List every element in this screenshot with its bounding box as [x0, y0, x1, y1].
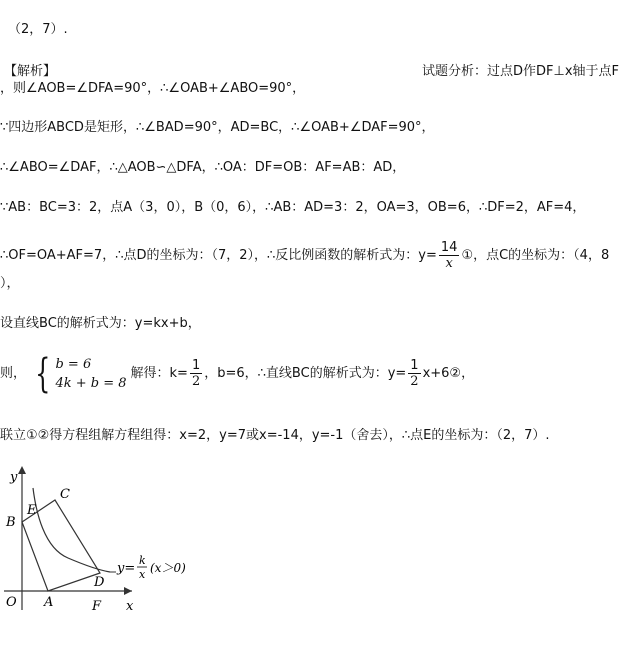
x-axis-label: x	[126, 599, 134, 614]
point-d-label: D	[94, 575, 105, 590]
point-c-label: C	[60, 487, 70, 502]
analysis-line-8	[0, 352, 474, 396]
y-axis-arrow	[18, 466, 26, 474]
slope-fraction	[408, 358, 420, 389]
analysis-intro: 试题分析：过点D作DF⊥x轴于点F	[422, 64, 619, 79]
geometry-figure	[0, 460, 230, 620]
curve-label-y: y=	[117, 561, 136, 576]
k-fraction-num: 1	[191, 358, 201, 373]
analysis-line-6: ），	[0, 276, 20, 291]
analysis-tag: 【解析】	[4, 64, 57, 79]
fraction-numerator: 14	[440, 240, 458, 255]
x-axis-arrow	[124, 587, 132, 595]
analysis-line-7: 设直线BC的解析式为：y=kx+b，	[0, 316, 201, 331]
inverse-function-fraction	[439, 240, 460, 271]
analysis-line-4: ∵AB：BC=3：2，点A（3，0），B（0，6），∴AB：AD=3：2，OA=3，OB=6，∴DF=2，AF=4，	[0, 200, 586, 215]
curve-label-domain: (x＞0)	[150, 561, 186, 575]
line8-text-c: ，b=6，∴直线BC的解析式为：y=	[204, 366, 407, 381]
system-eq-2: 4k + b = 8	[55, 375, 127, 391]
point-a-label: A	[44, 595, 54, 610]
line8-text-d: x+6②，	[422, 366, 475, 381]
brace-glyph: {	[35, 350, 51, 397]
point-e-label: E	[27, 503, 37, 518]
analysis-line-1: ，则∠AOB=∠DFA=90°，∴∠OAB+∠ABO=90°，	[0, 81, 306, 96]
point-f-label: F	[92, 599, 102, 614]
hyperbola-curve	[33, 488, 110, 572]
curve-label-k: k	[139, 554, 146, 567]
line8-text-a: 则，	[0, 366, 27, 381]
origin-label: O	[6, 595, 17, 610]
slope-fraction-num: 1	[410, 358, 419, 373]
system-eq-1: b = 6	[55, 356, 92, 372]
equation-system	[30, 350, 127, 397]
y-axis-label: y	[10, 470, 18, 485]
point-b-label: B	[6, 515, 16, 530]
system-equations	[55, 355, 126, 393]
line5-text-b: ①，点C的坐标为：（4，8	[461, 248, 610, 263]
line8-text-b: 解得：k=	[130, 366, 188, 381]
analysis-line-5	[0, 238, 609, 274]
k-fraction	[190, 358, 202, 389]
slope-fraction-den: 2	[410, 374, 419, 389]
line5-text-a: ∴OF=OA+AF=7，∴点D的坐标为：（7，2），∴反比例函数的解析式为：y=	[0, 248, 437, 263]
k-fraction-den: 2	[191, 374, 201, 389]
analysis-line-2: ∵四边形ABCD是矩形，∴∠BAD=90°，AD=BC，∴∠OAB+∠DAF=90°，	[0, 120, 435, 135]
curve-label-x: x	[139, 568, 146, 581]
analysis-line-3: ∴∠ABO=∠DAF，∴△AOB∽△DFA，∴OA：DF=OB：AF=AB：AD，	[0, 160, 406, 175]
analysis-line-9: 联立①②得方程组解方程组得：x=2，y=7或x=-14，y=-1（舍去），∴点E的坐标为：（2，7）.	[0, 428, 550, 443]
answer-line: （2，7）.	[8, 22, 68, 37]
fraction-denominator: x	[445, 256, 453, 271]
